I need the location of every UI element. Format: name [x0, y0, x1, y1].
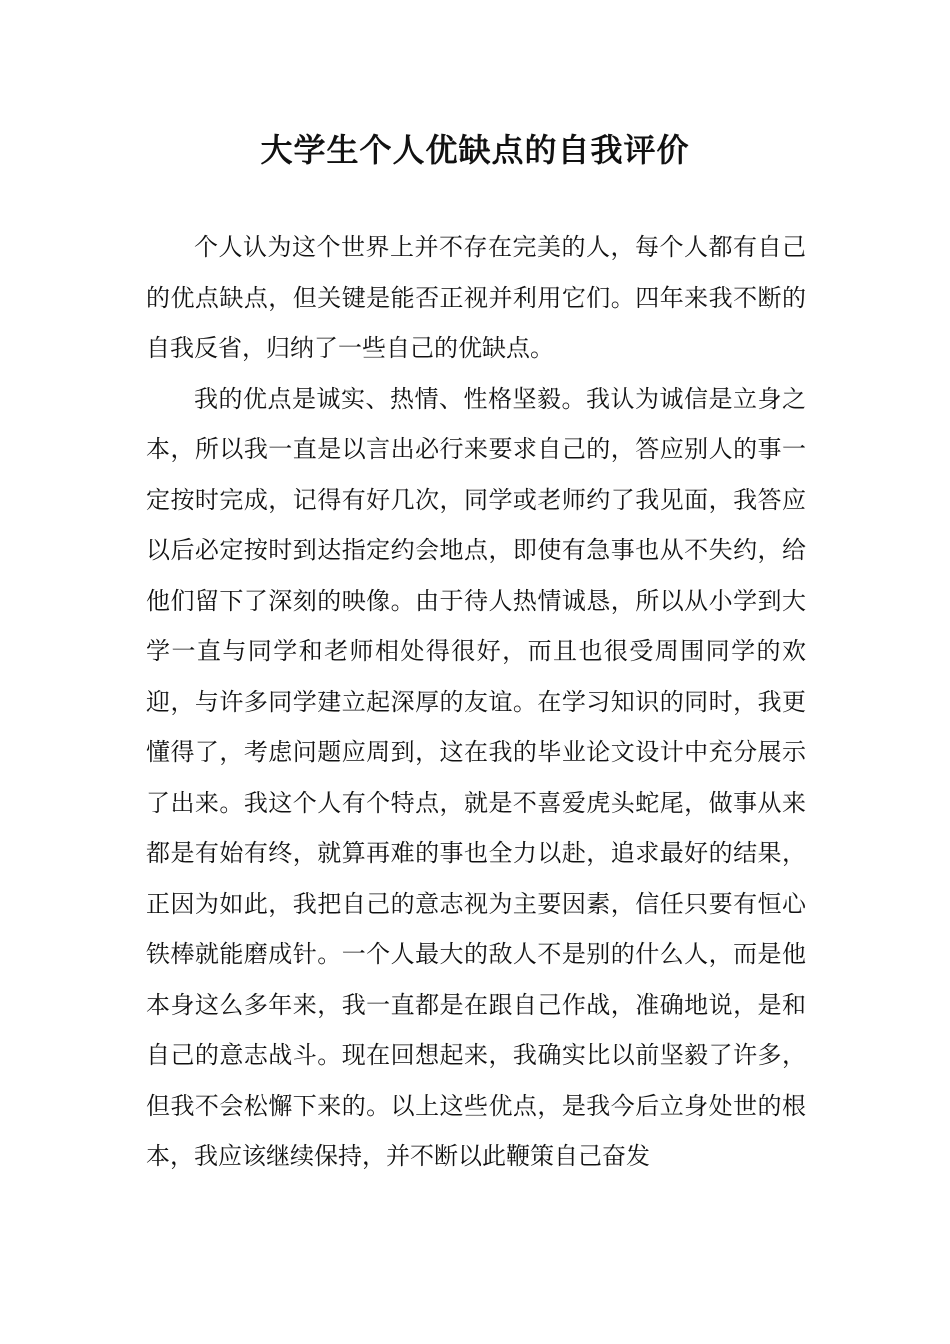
document-title: 大学生个人优缺点的自我评价: [260, 131, 690, 169]
paragraph-strengths: 我的优点是诚实、热情、性格坚毅。我认为诚信是立身之本，所以我一直是以言出必行来要求自己的，答应别人的事一定按时完成，记得有好几次，同学或老师约了我见面，我答应以后必定按时到达指定约会地点，即使有急事也从不失约，给他们留下了深刻的映像。由于待人热情诚恳，所以从小学到大学一直与同学和老师相处得很好，而且也很受周围同学的欢迎，与许多同学建立起深厚的友谊。在学习知识的同时，我更懂得了，考虑问题应周到，这在我的毕业论文设计中充分展示了出来。我这个人有个特点，就是不喜爱虎头蛇尾，做事从来都是有始有终，就算再难的事也全力以赴，追求最好的结果，正因为如此，我把自己的意志视为主要因素，信任只要有恒心铁棒就能磨成针。一个人最大的敌人不是别的什么人，而是他本身这么多年来，我一直都是在跟自己作战，准确地说，是和自己的意志战斗。现在回想起来，我确实比以前坚毅了许多，但我不会松懈下来的。以上这些优点，是我今后立身处世的根本，我应该继续保持，并不断以此鞭策自己奋发: [146, 384, 806, 1170]
paragraph-intro: 个人认为这个世界上并不存在完美的人，每个人都有自己的优点缺点，但关键是能否正视并利用它们。四年来我不断的自我反省，归纳了一些自己的优缺点。: [146, 233, 806, 362]
document-body: [146, 222, 806, 1182]
